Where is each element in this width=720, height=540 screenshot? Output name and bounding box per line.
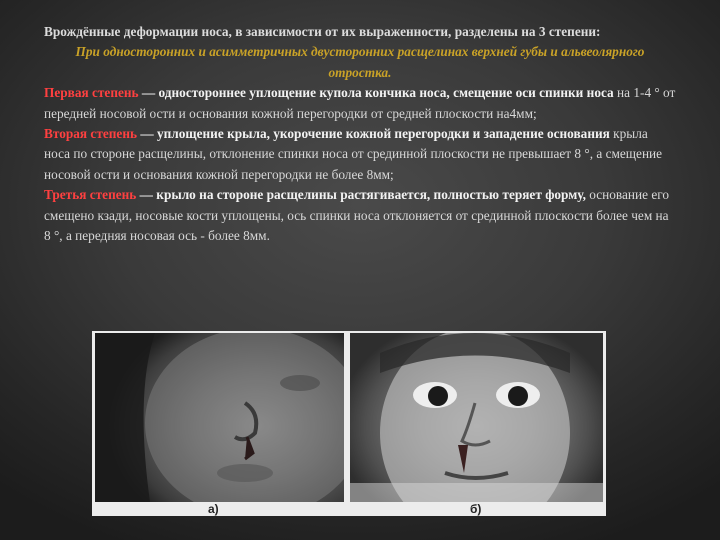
degree-1 <box>44 83 676 124</box>
degree-2-bold: — уплощение крыла, укорочение кожной перегородки и западение основания <box>137 126 610 142</box>
degree-3 <box>44 185 676 246</box>
degree-3-label: Третья степень <box>44 187 137 203</box>
photo-a-drawing <box>95 333 344 502</box>
caption-b: б) <box>470 502 482 516</box>
degree-2 <box>44 124 676 185</box>
degree-1-label: Первая степень <box>44 85 139 101</box>
degree-3-text: основание его смещено кзади, носовые кости уплощены, ось спинки носа отклоняется от срединной плоскости более чем на 8 °, а передняя носовая ось - более 8мм. <box>44 187 670 244</box>
degree-1-bold: — одностороннее уплощение купола кончика носа, смещение оси спинки носа <box>138 85 614 101</box>
degree-1-text: на 1-4 ° от передней носовой ости и основания кожной перегородки от средней плоскости на4мм; <box>44 85 676 121</box>
figure-photos <box>92 331 606 516</box>
text-block <box>44 22 676 246</box>
photo-b-child-face <box>350 333 603 502</box>
degree-2-text: крыла носа по стороне расщелины, отклонение спинки носа от срединной плоскости не превышает 8 °, а смещение носовой ости и основания кожной перегородки не более 8мм; <box>44 126 663 182</box>
degree-3-bold: — крыло на стороне расщелины растягивается, полностью теряет форму, <box>136 187 586 203</box>
caption-a: а) <box>208 502 219 516</box>
intro-text: Врождённые деформации носа, в зависимости от их выраженности, разделены на 3 степени: <box>44 24 601 39</box>
subtitle-text: При односторонних и асимметричных двусторонних расщелинах верхней губы и альвеолярного отростка. <box>75 44 645 80</box>
degree-2-label: Вторая степень <box>44 126 138 142</box>
photo-a-infant-profile <box>95 333 344 502</box>
photo-b-drawing <box>350 333 603 502</box>
